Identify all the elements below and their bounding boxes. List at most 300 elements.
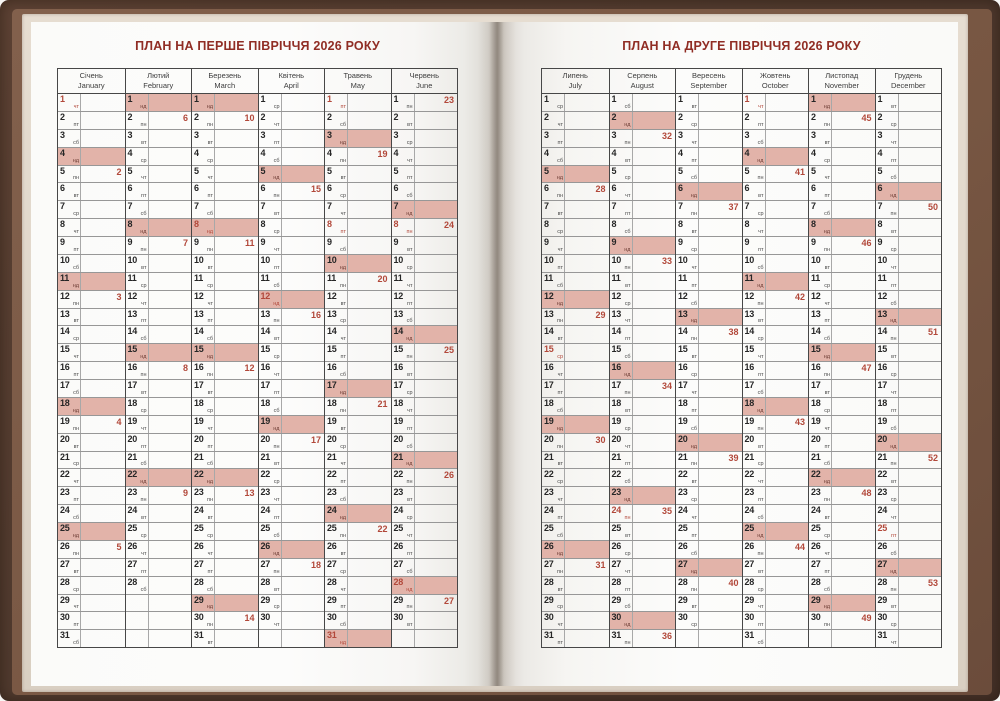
day-cell <box>542 309 565 326</box>
notes-cell <box>215 183 258 200</box>
weekday-label: вт <box>824 515 830 521</box>
notes-cell <box>899 94 942 111</box>
day-row <box>126 486 192 504</box>
weekday-label: сб <box>273 157 280 164</box>
day-number: 24 <box>611 505 621 516</box>
notes-cell <box>348 398 391 415</box>
notes-cell <box>81 398 125 415</box>
weekday-label: ср <box>757 586 764 593</box>
day-row <box>392 165 458 183</box>
day-number: 22 <box>327 469 337 480</box>
day-number: 24 <box>327 505 337 516</box>
week-number: 7 <box>182 238 188 248</box>
notes-cell <box>565 166 609 183</box>
day-number: 19 <box>611 415 621 426</box>
month-header <box>58 69 125 94</box>
weekday-label: пн <box>406 103 413 110</box>
day-cell <box>259 612 282 629</box>
day-cell <box>259 577 282 594</box>
day-number: 6 <box>544 183 549 194</box>
day-cell <box>126 112 149 129</box>
day-number: 16 <box>327 362 337 373</box>
day-cell <box>192 130 215 147</box>
day-cell <box>676 273 699 290</box>
notes-cell <box>565 630 609 647</box>
day-row <box>325 129 391 147</box>
day-cell <box>259 255 282 272</box>
day-cell <box>542 505 565 522</box>
day-number: 31 <box>194 630 204 641</box>
notes-cell <box>348 112 391 129</box>
day-cell <box>58 398 81 415</box>
notes-cell <box>766 559 809 576</box>
day-number: 19 <box>877 415 887 426</box>
day-cell <box>610 577 633 594</box>
day-row <box>676 290 742 308</box>
weekday-label: нд <box>556 425 563 432</box>
notes-cell <box>81 559 125 576</box>
day-row <box>325 611 391 629</box>
notes-cell <box>899 112 942 129</box>
weekday-label: нд <box>140 229 147 235</box>
notes-cell <box>215 452 258 469</box>
month-header <box>126 69 192 94</box>
day-row <box>126 433 192 451</box>
day-cell <box>126 326 149 343</box>
day-cell <box>325 219 348 236</box>
notes-cell <box>149 255 192 272</box>
day-number: 18 <box>60 397 70 408</box>
day-number: 16 <box>260 362 270 373</box>
weekday-label: чт <box>824 550 830 557</box>
notes-cell <box>81 326 125 343</box>
weekday-label: сб <box>557 532 563 539</box>
day-cell <box>192 148 215 165</box>
month-column-april <box>258 69 325 647</box>
day-cell <box>676 112 699 129</box>
weekday-label: чт <box>557 497 563 504</box>
notes-cell <box>766 362 809 379</box>
day-row <box>876 343 942 361</box>
day-number: 3 <box>611 129 617 140</box>
notes-cell <box>832 577 875 594</box>
day-number: 29 <box>327 594 337 605</box>
notes-cell <box>633 434 676 451</box>
day-row <box>192 94 258 111</box>
notes-cell <box>899 487 942 504</box>
day-cell <box>58 148 81 165</box>
notes-cell <box>215 630 258 647</box>
day-row <box>392 451 458 469</box>
day-number: 30 <box>544 612 554 623</box>
day-cell <box>392 577 415 594</box>
weekday-label: пт <box>207 318 213 325</box>
day-row <box>610 361 676 379</box>
day-cell <box>126 94 149 111</box>
notes-cell <box>832 630 875 647</box>
day-row <box>743 111 809 129</box>
weekday-label: нд <box>72 157 79 164</box>
day-row <box>542 629 609 647</box>
week-number: 6 <box>182 112 188 123</box>
day-row <box>676 254 742 272</box>
day-row <box>126 379 192 397</box>
day-row <box>259 611 325 629</box>
day-cell <box>542 541 565 558</box>
notes-cell <box>81 291 125 308</box>
weekday-label: пт <box>557 139 563 146</box>
weekday-label: пн <box>890 211 897 218</box>
day-number: 24 <box>678 505 688 516</box>
notes-cell <box>633 362 676 379</box>
day-row <box>876 468 942 486</box>
weekday-label: нд <box>624 497 631 504</box>
notes-cell <box>81 452 125 469</box>
notes-cell <box>81 523 125 540</box>
day-row <box>542 94 609 111</box>
weekday-label: пн <box>556 318 563 325</box>
day-row <box>192 111 258 129</box>
day-number: 7 <box>611 201 617 212</box>
day-number: 5 <box>611 165 617 176</box>
day-cell <box>392 273 415 290</box>
day-number: 14 <box>877 326 887 337</box>
weekday-label: чт <box>824 175 830 182</box>
day-number: 14 <box>744 326 754 337</box>
day-cell <box>392 291 415 308</box>
day-row <box>876 540 942 558</box>
weekday-label: вт <box>73 443 79 450</box>
day-row <box>876 433 942 451</box>
day-row <box>58 182 125 200</box>
weekday-label: чт <box>141 550 147 557</box>
day-row <box>743 361 809 379</box>
weekday-label: вт <box>141 389 147 396</box>
weekday-label: нд <box>690 318 697 325</box>
day-cell <box>676 201 699 218</box>
day-number: 10 <box>60 254 70 265</box>
day-row <box>126 129 192 147</box>
notes-cell <box>215 326 258 343</box>
day-cell <box>259 94 282 111</box>
weekday-label: вт <box>274 211 280 218</box>
day-number: 21 <box>811 451 821 462</box>
empty-day-row <box>676 629 742 647</box>
day-cell <box>676 559 699 576</box>
weekday-label: ср <box>757 336 764 343</box>
day-row <box>610 379 676 397</box>
notes-cell <box>766 612 809 629</box>
weekday-label: пн <box>690 461 697 468</box>
day-number: 15 <box>544 344 554 355</box>
day-number: 5 <box>194 165 199 176</box>
weekday-label: сб <box>691 550 697 557</box>
notes-cell <box>149 612 192 629</box>
day-cell <box>809 219 832 236</box>
day-row <box>743 451 809 469</box>
day-number: 28 <box>260 576 270 587</box>
day-cell <box>325 130 348 147</box>
weekday-label: пн <box>406 229 413 235</box>
weekday-label: пт <box>891 532 897 539</box>
day-row <box>392 361 458 379</box>
day-row <box>58 111 125 129</box>
month-days <box>259 94 325 647</box>
weekday-label: пн <box>406 479 413 486</box>
day-number: 9 <box>60 237 65 247</box>
weekday-label: чт <box>274 246 280 253</box>
day-number: 3 <box>678 129 683 140</box>
day-cell <box>809 291 832 308</box>
day-row <box>192 594 258 612</box>
day-number: 5 <box>127 165 133 176</box>
day-cell <box>58 434 81 451</box>
day-cell <box>610 630 633 647</box>
notes-cell <box>633 237 676 254</box>
day-number: 22 <box>60 469 70 480</box>
day-cell <box>610 434 633 451</box>
day-row <box>58 540 125 558</box>
day-number: 7 <box>194 201 199 212</box>
notes-cell <box>81 380 125 397</box>
day-cell <box>259 148 282 165</box>
day-number: 16 <box>60 362 70 373</box>
week-number: 10 <box>244 112 255 123</box>
day-number: 13 <box>811 308 821 319</box>
weekday-label: сб <box>624 229 631 235</box>
day-cell <box>676 523 699 540</box>
day-number: 16 <box>127 362 137 373</box>
weekday-label: сб <box>140 461 147 468</box>
day-number: 14 <box>127 326 137 337</box>
weekday-label: пн <box>890 336 897 343</box>
day-row <box>392 182 458 200</box>
day-number: 2 <box>544 111 549 122</box>
day-cell <box>192 452 215 469</box>
weekday-label: чт <box>407 157 413 164</box>
notes-cell <box>348 452 391 469</box>
day-number: 2 <box>678 111 683 122</box>
notes-cell <box>699 380 742 397</box>
day-number: 25 <box>260 523 270 533</box>
day-number: 30 <box>744 612 754 623</box>
weekday-label: вт <box>340 300 346 307</box>
notes-cell <box>565 595 609 612</box>
week-number: 37 <box>728 202 739 213</box>
day-cell <box>192 469 215 486</box>
notes-cell <box>699 201 742 218</box>
day-number: 21 <box>327 451 337 462</box>
day-cell <box>325 541 348 558</box>
day-number: 20 <box>327 433 337 444</box>
day-number: 5 <box>260 165 266 176</box>
day-cell <box>542 380 565 397</box>
day-number: 31 <box>877 630 887 641</box>
notes-cell <box>633 577 676 594</box>
weekday-label: сб <box>624 479 631 486</box>
day-row <box>743 576 809 594</box>
day-cell <box>610 452 633 469</box>
day-cell <box>876 112 899 129</box>
day-number: 12 <box>127 290 137 301</box>
day-cell <box>876 362 899 379</box>
weekday-label: вт <box>207 640 213 647</box>
week-number: 50 <box>927 202 938 213</box>
day-number: 14 <box>194 326 204 337</box>
month-days <box>192 94 258 647</box>
notes-cell <box>282 326 325 343</box>
notes-cell <box>215 309 258 326</box>
day-cell <box>876 487 899 504</box>
notes-cell <box>348 130 391 147</box>
day-cell <box>126 166 149 183</box>
day-row <box>542 147 609 165</box>
weekday-label: пт <box>758 121 764 128</box>
day-number: 3 <box>877 129 883 140</box>
notes-cell <box>282 505 325 522</box>
notes-cell <box>766 309 809 326</box>
notes-cell <box>215 166 258 183</box>
weekday-label: сб <box>340 372 346 378</box>
day-row <box>876 415 942 433</box>
notes-cell <box>899 469 942 486</box>
notes-cell <box>832 505 875 522</box>
week-number: 20 <box>377 273 388 284</box>
day-cell <box>542 326 565 343</box>
notes-cell <box>899 362 942 379</box>
day-cell <box>743 630 766 647</box>
day-row <box>610 182 676 200</box>
weekday-label: чт <box>891 264 897 271</box>
day-row <box>542 540 609 558</box>
day-number: 18 <box>393 397 403 408</box>
day-row <box>876 147 942 165</box>
weekday-label: нд <box>556 550 563 557</box>
notes-cell <box>215 541 258 558</box>
weekday-label: пт <box>73 497 79 504</box>
notes-cell <box>633 630 676 647</box>
week-number: 29 <box>595 309 606 320</box>
day-cell <box>58 380 81 397</box>
day-cell <box>610 416 633 433</box>
day-number: 13 <box>127 308 137 319</box>
weekday-label: нд <box>823 103 830 110</box>
weekday-label: нд <box>890 443 897 450</box>
day-cell <box>126 130 149 147</box>
week-number: 21 <box>377 398 388 409</box>
weekday-label: пн <box>273 568 280 575</box>
notes-cell <box>149 595 192 612</box>
notes-cell <box>633 380 676 397</box>
day-row <box>809 379 875 397</box>
notes-cell <box>415 201 458 218</box>
day-cell <box>259 326 282 343</box>
day-row <box>58 129 125 147</box>
day-row <box>325 415 391 433</box>
weekday-label: ср <box>140 157 147 164</box>
day-cell <box>259 595 282 612</box>
week-number: 35 <box>661 506 672 517</box>
day-row <box>259 129 325 147</box>
day-number: 1 <box>60 94 65 104</box>
day-number: 22 <box>877 469 887 480</box>
week-number: 34 <box>661 381 672 391</box>
day-number: 2 <box>194 111 199 122</box>
weekday-label: пт <box>557 640 563 647</box>
notes-cell <box>348 344 391 361</box>
day-row <box>542 308 609 326</box>
day-row <box>610 165 676 183</box>
day-cell <box>809 398 832 415</box>
day-cell <box>809 237 832 254</box>
day-number: 11 <box>678 272 687 283</box>
weekday-label: сб <box>340 246 346 253</box>
weekday-label: пт <box>691 282 697 289</box>
day-number: 6 <box>127 183 133 194</box>
day-number: 24 <box>260 505 270 516</box>
day-cell <box>876 291 899 308</box>
weekday-label: пт <box>340 103 346 110</box>
notes-cell <box>415 559 458 576</box>
notes-cell <box>415 112 458 129</box>
notes-cell <box>215 380 258 397</box>
day-row <box>392 379 458 397</box>
weekday-label: пн <box>72 175 79 182</box>
month-header <box>542 69 609 94</box>
day-row <box>542 468 609 486</box>
day-number: 5 <box>327 165 332 176</box>
notes-cell <box>699 416 742 433</box>
day-row <box>126 147 192 165</box>
day-cell <box>610 291 633 308</box>
day-cell <box>325 595 348 612</box>
week-number: 30 <box>595 434 606 445</box>
day-number: 30 <box>194 612 204 623</box>
day-number: 25 <box>127 523 137 533</box>
day-cell <box>542 94 565 111</box>
day-number: 16 <box>811 362 821 373</box>
day-number: 17 <box>877 380 887 390</box>
day-number: 9 <box>393 237 399 247</box>
notes-cell <box>899 434 942 451</box>
day-cell <box>325 362 348 379</box>
notes-cell <box>832 326 875 343</box>
day-number: 12 <box>393 290 403 301</box>
notes-cell <box>766 469 809 486</box>
day-cell <box>58 469 81 486</box>
day-cell <box>676 130 699 147</box>
day-cell <box>126 577 149 594</box>
notes-cell <box>348 630 391 647</box>
weekday-label: нд <box>406 211 413 218</box>
notes-cell <box>415 344 458 361</box>
weekday-label: пн <box>339 282 346 289</box>
day-number: 20 <box>744 433 754 444</box>
notes-cell <box>565 201 609 218</box>
weekday-label: сб <box>824 586 830 593</box>
day-cell <box>743 541 766 558</box>
day-number: 10 <box>744 254 754 265</box>
weekday-label: ср <box>691 372 697 378</box>
day-row <box>676 182 742 200</box>
weekday-label: пн <box>757 300 764 307</box>
day-cell <box>876 148 899 165</box>
day-row <box>259 308 325 326</box>
weekday-label: пн <box>890 586 897 593</box>
day-number: 6 <box>877 183 883 194</box>
weekday-label: чт <box>207 300 213 307</box>
day-number: 8 <box>744 219 750 230</box>
